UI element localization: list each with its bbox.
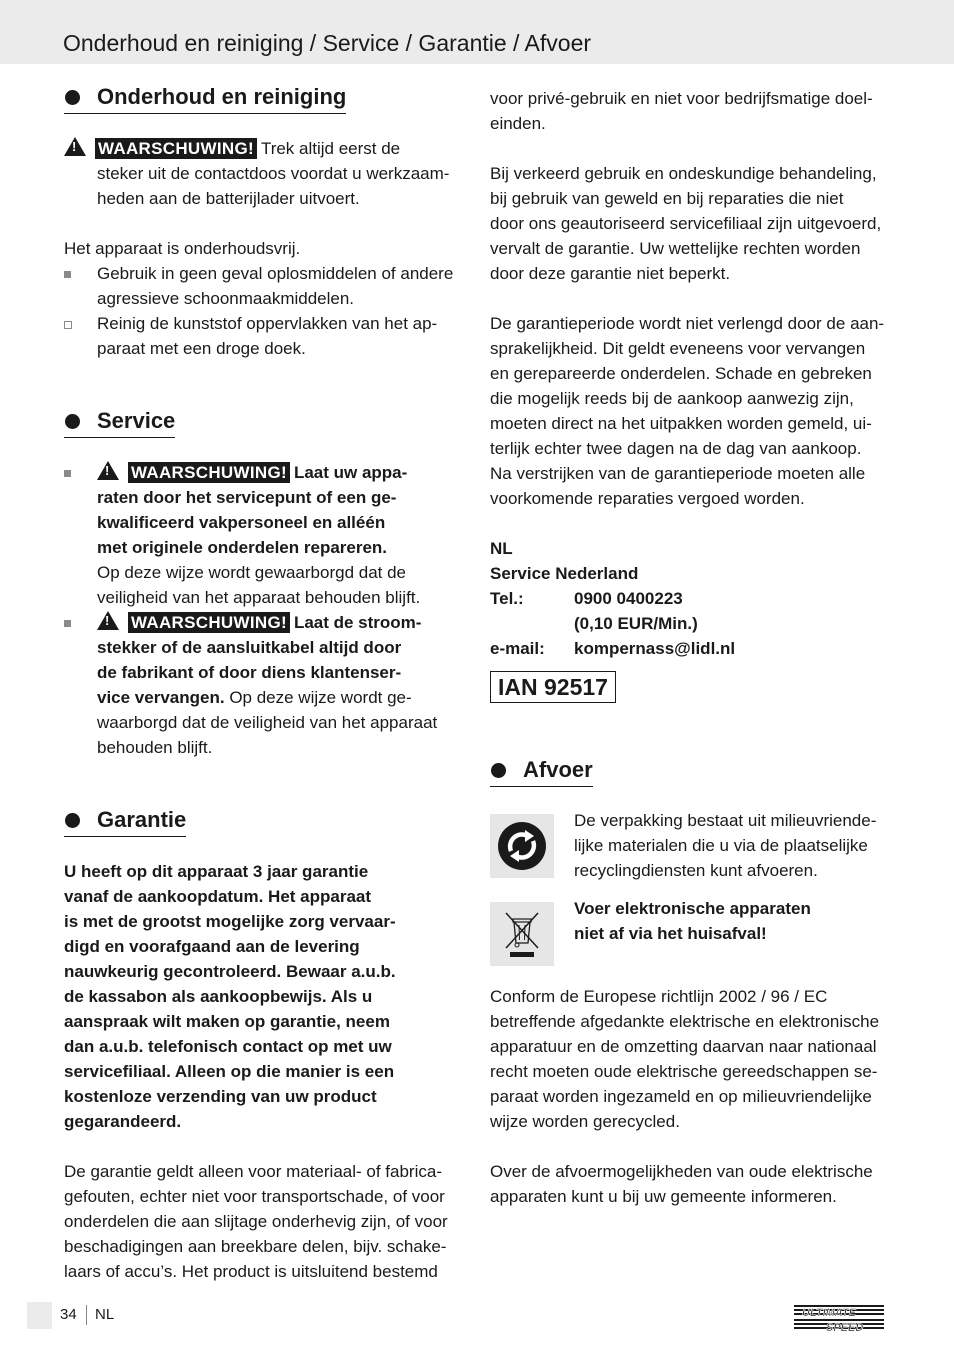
section-heading-warranty: Garantie [64,805,186,837]
footer-language: NL [95,1306,115,1323]
contact-country: NL [490,539,513,558]
disposal-info-paragraph: Over de afvoermogelijkheden van oude elektrische apparaten kunt u bij uw gemeente informeren. [490,1162,873,1206]
warning-label: WAARSCHUWING! [128,462,290,483]
warning-label: WAARSCHUWING! [128,612,290,633]
list-item: Reinig de kunststof oppervlakken van het ap- paraat met een droge doek. [64,311,464,361]
contact-phone-row: Tel.: 0900 0400223 [490,586,890,611]
weee-text: Voer elektronische apparaten niet af via het huisafval! [574,899,811,943]
warranty-paragraph-3: De garantieperiode wordt niet verlengd door de aan- sprakelijkheid. Dit geldt eveneens voor vervangen en gerepareerde onderdelen. Schade en gebreken die mogelijk reeds bij de aankoop aanwezig zijn, moeten direct na het uitpakken worden gemeld, ui- terlijk echter twee dagen na de dag van aankoop. Na verstrijken van de garantieperiode moeten alle voorkomende reparaties vergoed worden. [490,314,885,508]
warning-triangle-icon [64,137,86,156]
square-bullet-icon [64,271,71,278]
section-heading-service: Service [64,406,175,438]
page-number: 34 [60,1306,77,1323]
directive-paragraph: Conform de Europese richtlijn 2002 / 96 / EC betreffende afgedankte elektrische en elektronische apparatuur en de omzetting daarvan naar nationaal recht moeten oude elektrische gereedschappen se- paraat worden ingezameld en op milieuvriendelijke wijze worden gerecycled. [490,987,880,1131]
weee-row [490,899,890,966]
square-bullet-icon [64,620,71,627]
crossed-out-bin-icon [490,902,554,966]
section-heading-maintenance: Onderhoud en reiniging [64,82,346,114]
right-column [490,86,890,1209]
packaging-text: De verpakking bestaat uit milieuvriende- lijke materialen die u via de plaatselijke recyclingdiensten kunt afvoeren. [574,811,877,880]
contact-phone: 0900 0400223 [574,589,683,608]
page-title: Onderhoud en reiniging / Service / Garantie / Afvoer [63,30,592,56]
page-header [0,0,954,64]
section-heading-disposal: Afvoer [490,755,593,787]
ultimate-speed-logo [792,1302,890,1334]
warning-triangle-icon [97,461,119,480]
recycling-icon [490,814,554,878]
brand-top-text: ULTIMATE [802,1307,856,1319]
square-bullet-icon [64,321,72,329]
packaging-disposal-row [490,811,890,880]
left-column [64,82,464,1284]
maintenance-intro: Het apparaat is onderhoudsvrij. [64,239,301,258]
footer-marker [27,1302,52,1329]
brand-bottom-text: SPEED [826,1322,864,1334]
square-bullet-icon [64,470,71,477]
contact-service-name: Service Nederland [490,564,639,583]
service-warning-1: !WAARSCHUWING! Laat uw appa- raten door het servicepunt of een ge- kwalificeerd vakpersoneel en alléén met originele onderdelen repareren. Op deze wijze wordt gewaarborgd dat de veiligheid van het apparaat behouden blijft. [64,460,464,610]
warranty-paragraph-1: De garantie geldt alleen voor materiaal- of fabrica- gefouten, echter niet voor transportschade, of voor onderdelen die aan slijtage onderhevig zijn, of voor beschadigingen aan breekbare delen, bijv. schake- laars of accu’s. Het product is uitsluitend bestemd [64,1162,448,1281]
contact-rate-row: (0,10 EUR/Min.) [574,614,698,633]
contact-email: kompernass@lidl.nl [574,639,736,658]
service-warning-2: !WAARSCHUWING! Laat de stroom- stekker of de aansluitkabel altijd door de fabrikant of door diens klantenser- vice vervangen. Op deze wijze wordt ge- waarborgd dat de veiligheid van het apparaat behouden blijft. [64,610,464,760]
footer-divider [86,1305,87,1325]
warranty-paragraph-2: Bij verkeerd gebruik en ondeskundige behandeling, bij gebruik van geweld en bij reparaties die niet door ons geautoriseerd servicefiliaal zijn uitgevoerd, vervalt de garantie. Uw wettelijke rechten worden door deze garantie niet beperkt. [490,164,882,283]
warning-triangle-icon [97,611,119,630]
bullet-dot-icon [65,813,80,828]
bullet-dot-icon [65,414,80,429]
service-contact [490,536,890,661]
warranty-bold-paragraph: U heeft op dit apparaat 3 jaar garantie vanaf de aankoopdatum. Het apparaat is met de grootst mogelijke zorg vervaar- digd en voorafgaand aan de levering nauwkeurig gecontroleerd. Bewaar a.u.b. de kassabon als aankoopbewijs. Als u aanspraak wilt maken op garantie, neem dan a.u.b. telefonisch contact op met uw servicefiliaal. Alleen op die manier is een kostenloze verzending van uw product gegarandeerd. [64,862,396,1131]
list-item: Gebruik in geen geval oplosmiddelen of andere agressieve schoonmaakmiddelen. [64,261,464,311]
bullet-dot-icon [65,90,80,105]
warning-label: WAARSCHUWING! [95,138,257,159]
ian-number-box: IAN 92517 [490,671,616,703]
contact-email-row: e-mail: kompernass@lidl.nl [490,636,890,661]
warranty-paragraph-1-continued: voor privé-gebruik en niet voor bedrijfsmatige doel- einden. [490,89,873,133]
maintenance-warning: !WAARSCHUWING! Trek altijd eerst de steker uit de contactdoos voordat u werkzaam- heden aan de batterijlader uitvoert. [64,136,464,211]
bullet-dot-icon [491,763,506,778]
